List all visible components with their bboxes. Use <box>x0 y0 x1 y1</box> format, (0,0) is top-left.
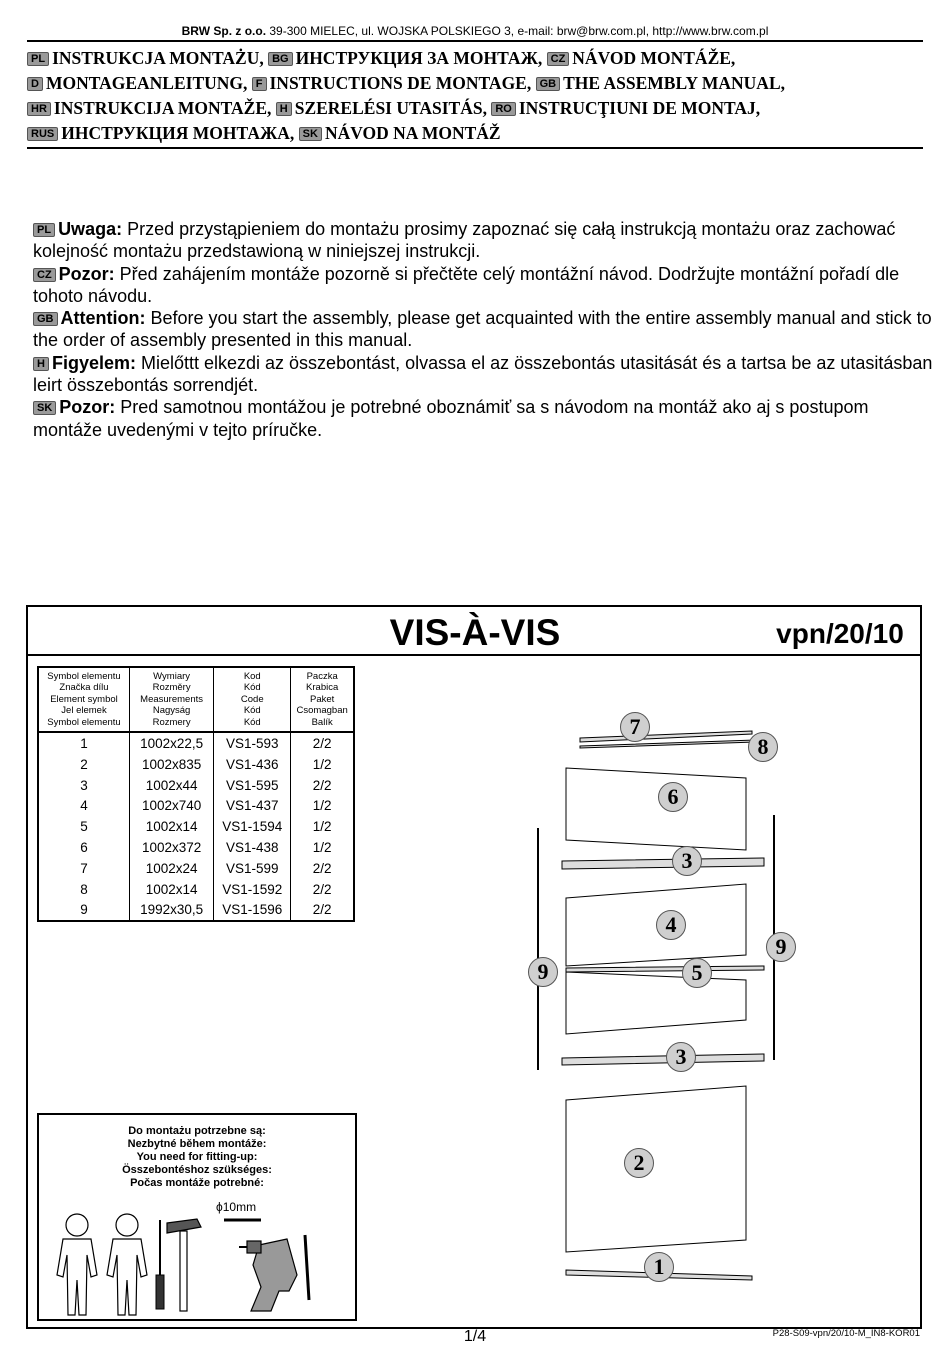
title-line-1 <box>27 46 927 71</box>
col-header-measurements <box>129 667 213 732</box>
part-6-panel <box>566 768 746 850</box>
cell-measurements: 1002x44 <box>129 775 213 796</box>
note-gb <box>33 307 933 352</box>
title-text: THE ASSEMBLY MANUAL, <box>563 73 785 93</box>
cell-symbol: 2 <box>38 754 129 775</box>
note-text: Przed przystąpieniem do montażu prosimy zapoznać się całą instrukcją montażu oraz zachować kolejność montażu przedstawioną w niniejszej instrukcji. <box>33 219 896 262</box>
col-header-symbol <box>38 667 129 732</box>
table-row <box>38 879 354 900</box>
cell-measurements: 1002x24 <box>129 858 213 879</box>
hammer-icon <box>167 1219 201 1311</box>
note-label: Uwaga: <box>58 219 123 239</box>
header-line: Krabica <box>306 682 339 694</box>
table-row <box>38 816 354 837</box>
part-label-badge: 8 <box>748 732 778 762</box>
cell-measurements: 1002x14 <box>129 816 213 837</box>
cell-code: VS1-1596 <box>214 899 291 921</box>
title-text: INSTRUKCIJA MONTAŽE, <box>53 98 272 118</box>
cell-measurements: 1002x14 <box>129 879 213 900</box>
tools-illustration <box>39 1115 355 1319</box>
cell-symbol: 3 <box>38 775 129 796</box>
note-text: Pred samotnou montážou je potrebné oboznámiť sa s návodom na montáž ako aj s postupom montáže uvedenými v tejto príručke. <box>33 397 869 440</box>
tools-line: You need for fitting-up: <box>136 1151 258 1163</box>
header-line: Kód <box>243 716 261 728</box>
title-line-2 <box>27 71 927 96</box>
cell-symbol: 6 <box>38 837 129 858</box>
document-code: P28-S09-vpn/20/10-M_IN8-KOR01 <box>772 1328 920 1339</box>
note-label: Pozor: <box>58 263 115 284</box>
part-label-badge: 3 <box>666 1042 696 1072</box>
lang-tag: GB <box>33 312 58 326</box>
title-text: NÁVOD NA MONTÁŽ <box>324 123 501 143</box>
cell-package: 2/2 <box>291 732 354 754</box>
table-row <box>38 858 354 879</box>
lang-tag: RO <box>491 102 516 116</box>
cell-measurements: 1002x740 <box>129 795 213 816</box>
title-text: INSTRUCŢIUNI DE MONTAJ, <box>518 98 761 118</box>
lang-tag: D <box>27 77 43 91</box>
tools-line: Do montażu potrzebne są: <box>128 1125 266 1137</box>
header-line: Measurements <box>140 693 204 705</box>
header-line: Symbol elementu <box>47 716 121 728</box>
header-line: Paczka <box>306 671 338 682</box>
drill-bit-size: ϕ10mm <box>216 1200 257 1214</box>
part-label-badge: 4 <box>656 910 686 940</box>
cell-measurements: 1992x30,5 <box>129 899 213 921</box>
lang-tag: H <box>276 102 292 116</box>
cell-symbol: 9 <box>38 899 129 921</box>
cell-code: VS1-599 <box>214 858 291 879</box>
header-line: Nagyság <box>152 705 191 717</box>
part-label-badge: 3 <box>672 846 702 876</box>
note-label: Attention: <box>60 308 146 329</box>
title-text: INSTRUCTIONS DE MONTAGE, <box>269 73 532 93</box>
header-rule-top <box>27 40 923 42</box>
part-label-badge: 1 <box>644 1252 674 1282</box>
lang-tag: HR <box>27 102 51 116</box>
person-icon <box>107 1214 147 1315</box>
header-line: Symbol elementu <box>47 671 121 682</box>
part-2-panel <box>566 1086 746 1252</box>
part-label-badge: 5 <box>682 958 712 988</box>
cell-code: VS1-595 <box>214 775 291 796</box>
company-address: 39-300 MIELEC, ul. WOJSKA POLSKIEGO 3, e-mail: brw@brw.com.pl, http://www.brw.com.pl <box>266 24 769 38</box>
tools-line: Nezbytné během montáže: <box>127 1138 267 1150</box>
note-h <box>33 352 933 397</box>
note-text: Před zahájením montáže pozorně si přečtěte celý montážní návod. Dodržujte montážní pořadí dle tohoto návodu. <box>33 263 900 306</box>
lang-tag: PL <box>27 52 49 66</box>
lang-tag: GB <box>536 77 561 91</box>
lang-tag: F <box>252 77 267 91</box>
part-label-badge: 7 <box>620 712 650 742</box>
table-row <box>38 732 354 754</box>
cell-code: VS1-438 <box>214 837 291 858</box>
cell-package: 1/2 <box>291 754 354 775</box>
title-text: MONTAGEANLEITUNG, <box>45 73 248 93</box>
cell-package: 2/2 <box>291 879 354 900</box>
person-icon <box>57 1214 97 1315</box>
part-label-badge: 9 <box>528 957 558 987</box>
cell-package: 1/2 <box>291 816 354 837</box>
cell-package: 2/2 <box>291 858 354 879</box>
part-3-rail-bottom <box>562 1054 764 1065</box>
table-row <box>38 899 354 921</box>
title-text: SZERELÉSI UTASITÁS, <box>294 98 487 118</box>
title-text: ИНСТРУКЦИЯ ЗА МОНТАЖ, <box>295 48 543 68</box>
part-5-rail <box>566 966 764 972</box>
header-line: Kód <box>243 705 261 717</box>
note-cz <box>33 263 933 308</box>
company-header <box>0 24 950 38</box>
table-row <box>38 837 354 858</box>
cell-code: VS1-1592 <box>214 879 291 900</box>
manual-titles <box>27 46 927 146</box>
note-label: Figyelem: <box>51 352 136 373</box>
frame-separator <box>26 654 922 656</box>
note-text: Mielőttt elkezdi az összebontást, olvassa el az összebontás utasitását és a tartsa be az utasitásban leirt összebontás sorrendjét. <box>33 352 933 396</box>
cell-measurements: 1002x835 <box>129 754 213 775</box>
header-rule-bottom <box>27 147 923 149</box>
pencil-icon <box>305 1235 309 1300</box>
cell-symbol: 8 <box>38 879 129 900</box>
cell-code: VS1-436 <box>214 754 291 775</box>
col-header-code <box>214 667 291 732</box>
cell-symbol: 7 <box>38 858 129 879</box>
title-text: INSTRUKCJA MONTAŻU, <box>52 48 264 68</box>
part-label-badge: 2 <box>624 1148 654 1178</box>
cell-measurements: 1002x372 <box>129 837 213 858</box>
note-label: Pozor: <box>59 397 116 418</box>
lang-tag: CZ <box>33 268 56 282</box>
parts-table <box>37 666 355 922</box>
note-text: Before you start the assembly, please get acquainted with the entire assembly manual and stick to the order of assembly presented in this manual. <box>33 308 932 351</box>
lang-tag: SK <box>33 401 56 415</box>
header-line: Csomagban <box>296 705 348 717</box>
header-line: Balík <box>311 716 333 728</box>
lang-tag: CZ <box>547 52 570 66</box>
header-line: Rozmery <box>152 716 191 728</box>
note-pl <box>33 218 933 263</box>
cell-code: VS1-437 <box>214 795 291 816</box>
header-line: Rozměry <box>152 682 191 694</box>
header-line: Element symbol <box>50 693 118 705</box>
title-line-3 <box>27 96 927 121</box>
product-name: VIS-À-VIS <box>389 612 561 653</box>
lang-tag: BG <box>268 52 293 66</box>
part-label-badge: 6 <box>658 782 688 812</box>
header-line: Wymiary <box>153 671 191 682</box>
part-4-panel-lower <box>566 972 746 1034</box>
header-line: Kód <box>243 682 261 694</box>
page-number: 1/4 <box>463 1328 487 1345</box>
header-line: Code <box>240 693 264 705</box>
cell-symbol: 5 <box>38 816 129 837</box>
cell-package: 2/2 <box>291 775 354 796</box>
header-line: Kod <box>243 671 261 682</box>
product-code: vpn/20/10 <box>776 618 904 649</box>
header-line: Značka dílu <box>59 682 109 694</box>
table-row <box>38 754 354 775</box>
note-sk <box>33 396 933 441</box>
cell-package: 1/2 <box>291 795 354 816</box>
lang-tag: SK <box>299 127 322 141</box>
title-line-4 <box>27 121 927 146</box>
cell-code: VS1-1594 <box>214 816 291 837</box>
part-3-rail-top <box>562 858 764 869</box>
title-text: ИНСТРУКЦИЯ МОНТАЖА, <box>61 123 295 143</box>
col-header-package <box>291 667 354 732</box>
cell-symbol: 4 <box>38 795 129 816</box>
part-7-rail <box>580 731 752 742</box>
header-line: Jel elemek <box>61 705 107 717</box>
table-header-row <box>38 667 354 732</box>
cell-package: 1/2 <box>291 837 354 858</box>
lang-tag: RUS <box>27 127 58 141</box>
part-label-badge: 9 <box>766 932 796 962</box>
lang-tag: PL <box>33 223 55 237</box>
cell-package: 2/2 <box>291 899 354 921</box>
title-text: NÁVOD MONTÁŽE, <box>572 48 736 68</box>
tools-box <box>37 1113 357 1321</box>
company-name: BRW Sp. z o.o. <box>181 24 267 38</box>
tools-line: Összebontéshoz szükséges: <box>122 1164 272 1176</box>
assembly-notes <box>33 218 933 441</box>
cell-code: VS1-593 <box>214 732 291 754</box>
table-row <box>38 795 354 816</box>
table-row <box>38 775 354 796</box>
cell-symbol: 1 <box>38 732 129 754</box>
drill-icon <box>239 1239 297 1311</box>
lang-tag: H <box>33 357 49 371</box>
cell-measurements: 1002x22,5 <box>129 732 213 754</box>
header-line: Paket <box>310 693 335 705</box>
tools-line: Počas montáže potrebné: <box>130 1177 264 1189</box>
screwdriver-icon <box>156 1220 164 1309</box>
